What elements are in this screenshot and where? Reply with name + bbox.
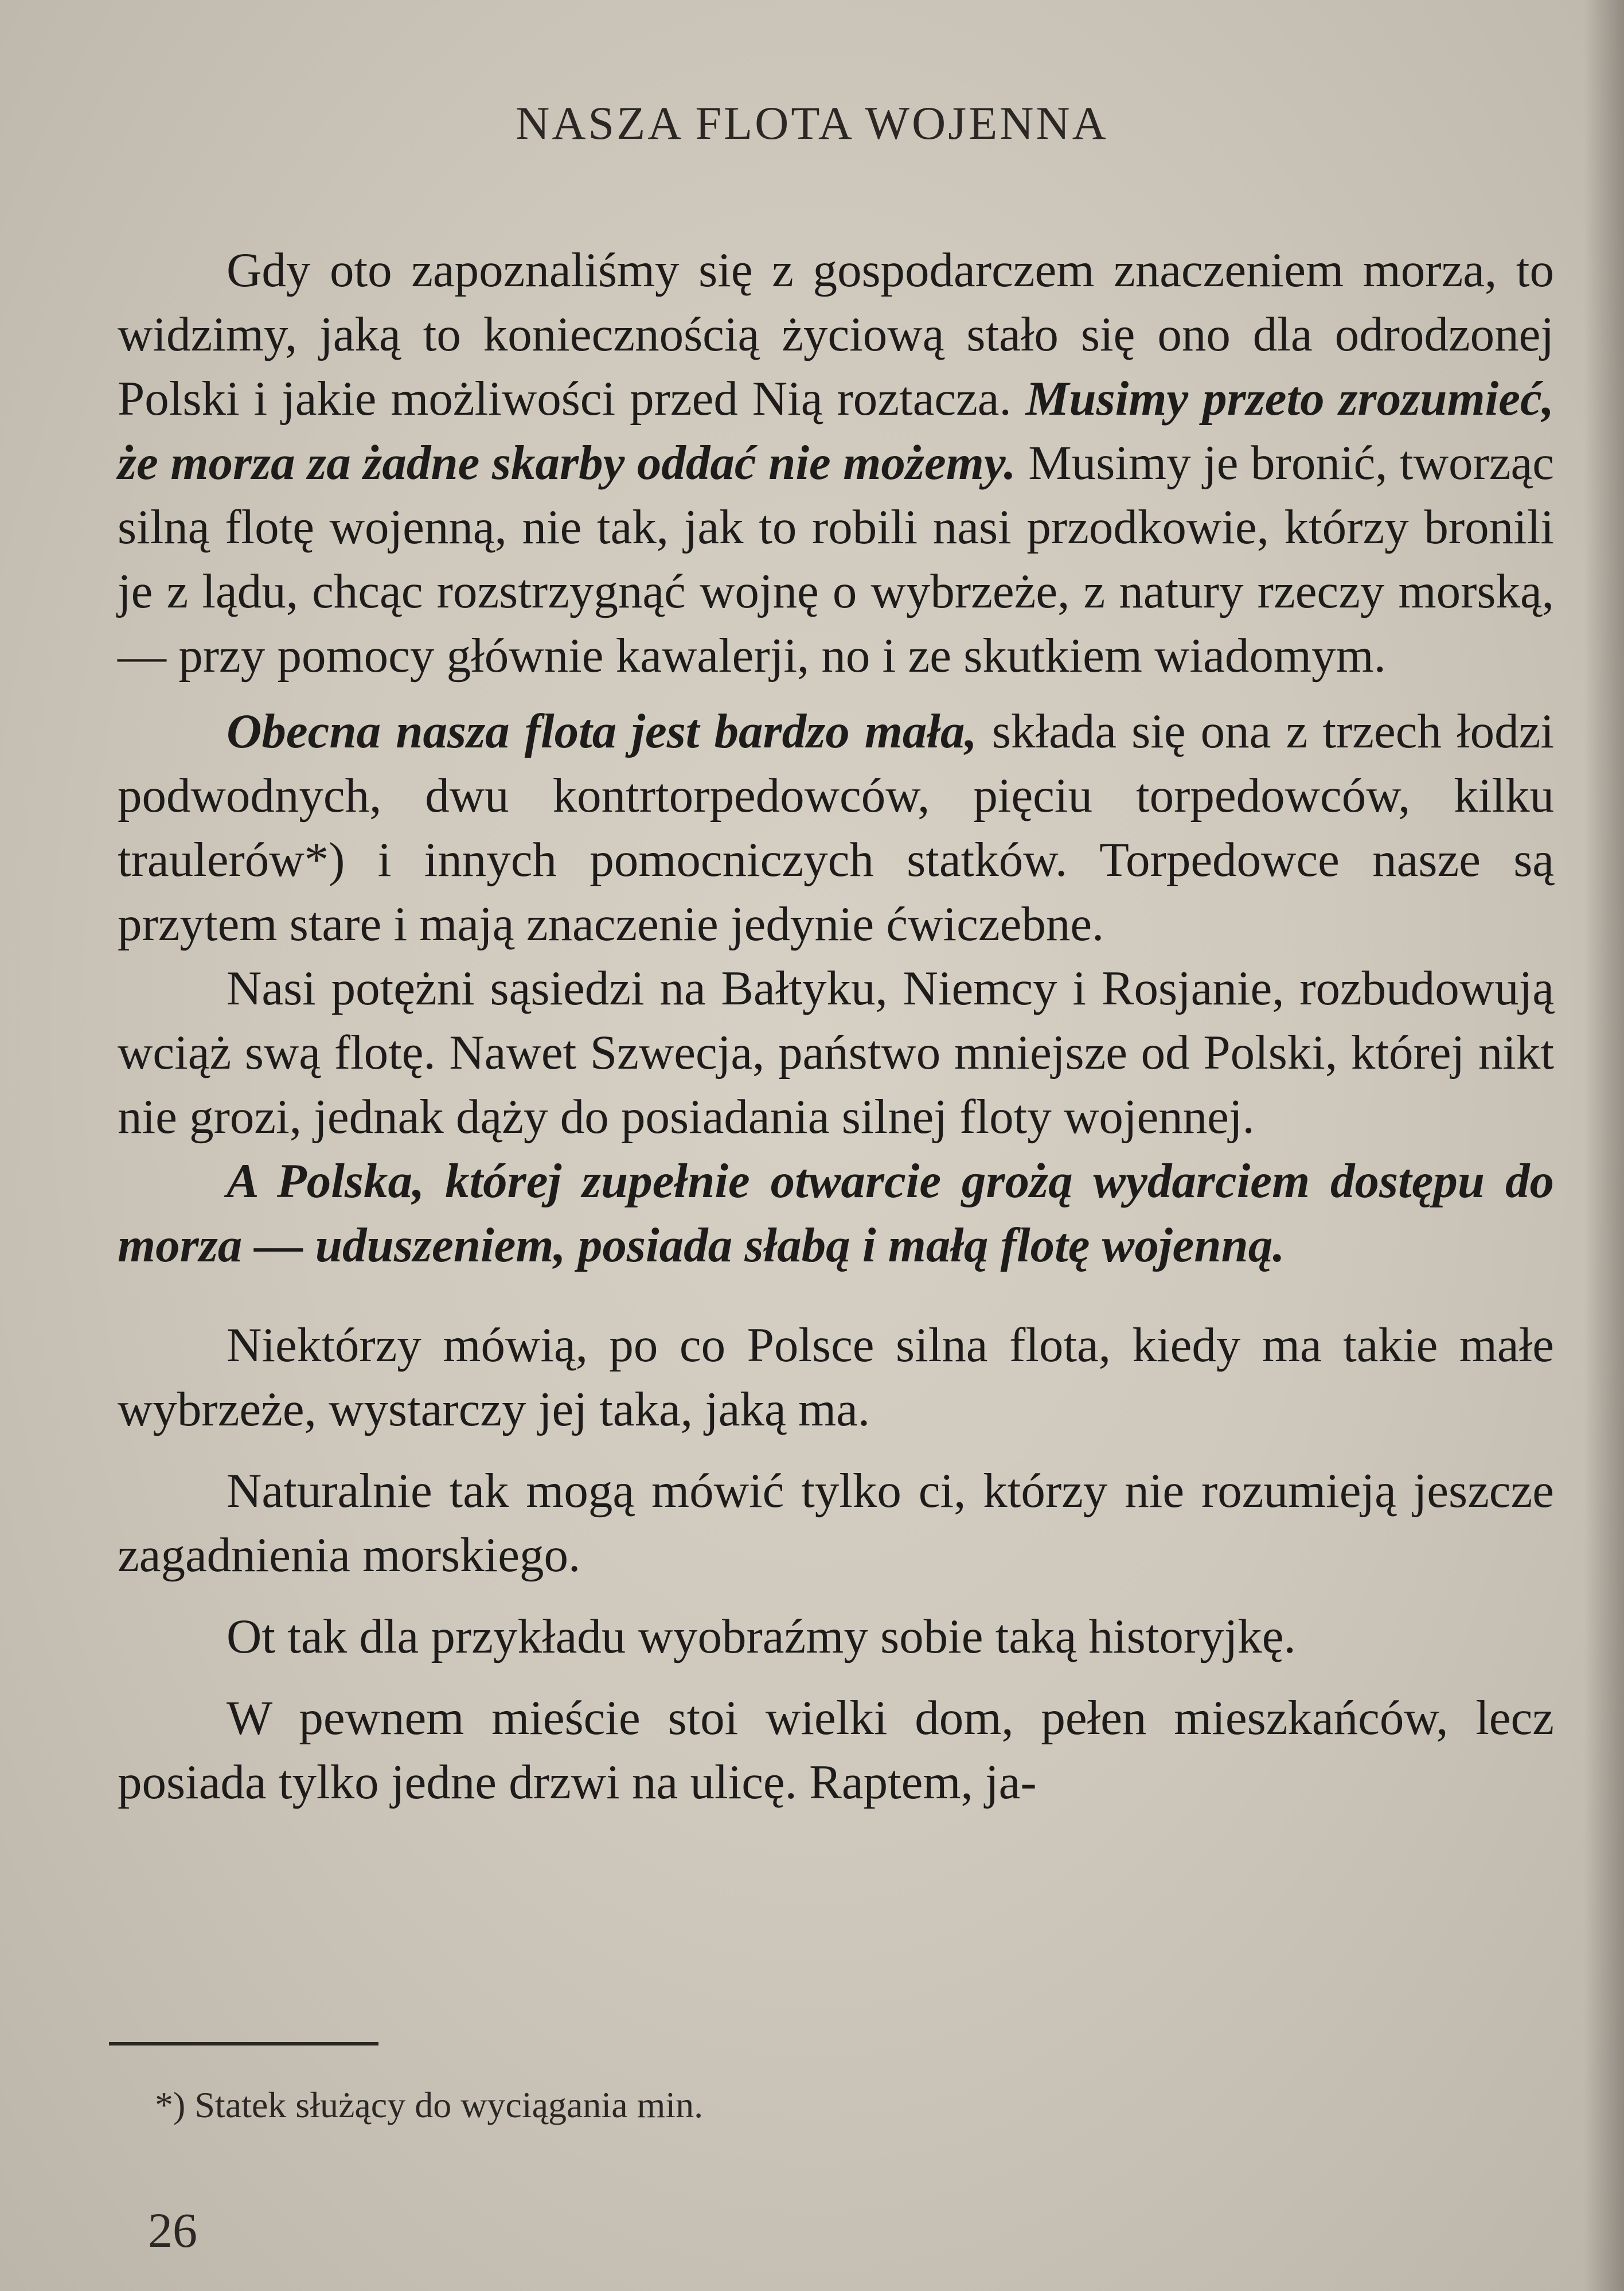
page-shadow-edge	[1584, 0, 1624, 2291]
emphasized-segment: Musimy przeto zrozumieć, że morza za żadne skarby oddać nie możemy.	[118, 372, 1554, 490]
text-segment: Niektórzy mówią, po co Polsce silna flota, kiedy ma takie małe wybrzeże, wystarczy jej taka, jaką ma.	[118, 1318, 1554, 1436]
emphasized-segment: A Polska, której zupełnie otwarcie grożą wydarciem dostępu do morza — uduszeniem, posiada słabą i małą flotę wojenną.	[118, 1154, 1554, 1272]
text-segment: W pewnem mieście stoi wielki dom, pełen mieszkańców, lecz posiada tylko jedne drzwi na ulicę. Raptem, ja-	[118, 1691, 1554, 1809]
text-segment: Naturalnie tak mogą mówić tylko ci, którzy nie rozumieją jeszcze zagadnienia morskiego.	[118, 1464, 1554, 1582]
paragraph-6	[118, 1459, 1554, 1587]
text-segment: Ot tak dla przykładu wyobraźmy sobie taką historyjkę.	[227, 1610, 1296, 1663]
paragraph-8	[118, 1686, 1554, 1814]
paragraph-4	[118, 1149, 1554, 1277]
text-segment: Musimy je bronić, tworząc silną flotę wojenną, nie tak, jak to robili nasi przodkowie, którzy bronili je z lądu, chcąc rozstrzygnąć wojnę o wybrzeże, z natury rzeczy morską, — przy pomocy głównie kawalerji, no i ze skutkiem wiadomym.	[118, 436, 1554, 683]
paragraph-7	[118, 1604, 1554, 1669]
page-number: 26	[148, 2203, 197, 2258]
emphasized-segment: Obecna nasza flota jest bardzo mała,	[227, 704, 977, 758]
running-head: NASZA FLOTA WOJENNA	[516, 97, 1108, 149]
text-segment: Nasi potężni sąsiedzi na Bałtyku, Niemcy i Rosjanie, rozbudowują wciąż swą flotę. Nawet Szwecja, państwo mniejsze od Polski, której nikt nie grozi, jednak dąży do posiadania silnej floty wojennej.	[118, 961, 1554, 1144]
text-segment: składa się ona z trzech łodzi podwodnych, dwu kontrtorpedowców, pięciu torpedowców, kilku traulerów*) i innych pomocniczych statków. Torpedowce nasze są przytem stare i mają znaczenie jedynie ćwiczebne.	[118, 704, 1554, 951]
footnote-divider	[109, 2042, 378, 2045]
paragraph-3	[118, 956, 1554, 1149]
body-text	[118, 238, 1554, 1814]
paragraph-1	[118, 238, 1554, 688]
footnote: *) Statek służący do wyciągania min.	[155, 2085, 704, 2125]
paragraph-2	[118, 699, 1554, 956]
text-segment: Gdy oto zapoznaliśmy się z gospodarczem znaczeniem morza, to widzimy, jaką to koniecznością życiową stało się ono dla odrodzonej Polski i jakie możliwości przed Nią roztacza.	[118, 243, 1554, 426]
paragraph-5	[118, 1313, 1554, 1441]
